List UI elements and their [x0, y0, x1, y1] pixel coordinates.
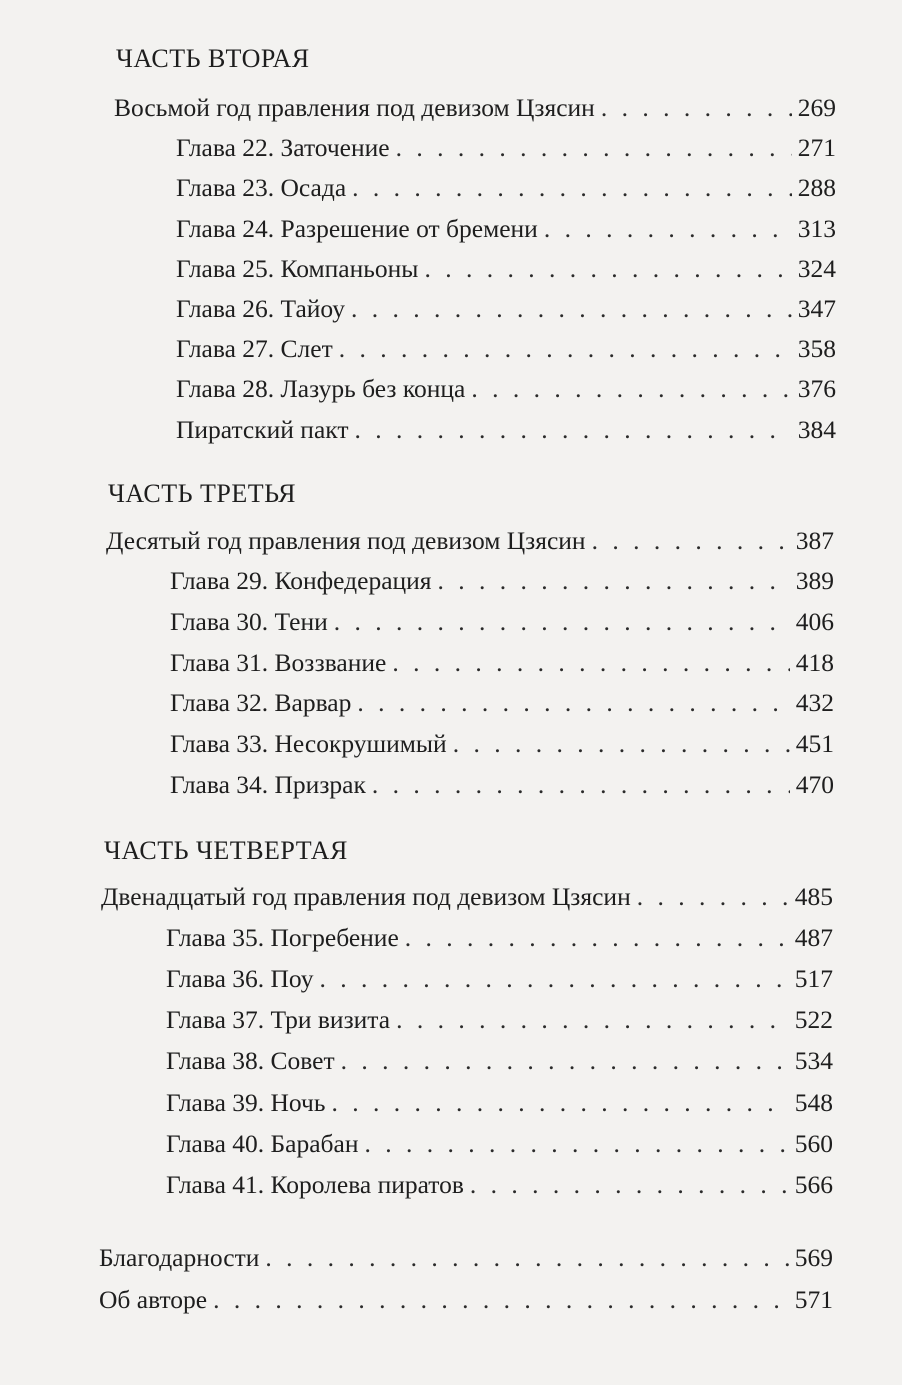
toc-chapter-row — [170, 646, 834, 680]
leader-dots — [319, 962, 788, 996]
page-number: 569 — [794, 1243, 833, 1272]
leader-dots — [471, 372, 791, 406]
part-title: ЧАСТЬ ЧЕТВЕРТАЯ — [104, 836, 348, 865]
entry-label: Глава 22. Заточение — [176, 133, 390, 162]
toc-chapter-row — [170, 768, 834, 802]
page-number: 560 — [794, 1129, 833, 1158]
toc-chapter-row — [170, 605, 834, 639]
page-number: 485 — [794, 882, 833, 911]
entry-label: Глава 24. Разрешение от бремени — [176, 214, 538, 243]
page-number: 376 — [797, 374, 836, 403]
toc-section-row — [101, 880, 833, 914]
entry-label: Глава 29. Конфедерация — [170, 566, 432, 595]
page-number: 522 — [794, 1005, 833, 1034]
toc-backmatter-row — [99, 1283, 833, 1317]
page-number: 313 — [797, 214, 836, 243]
entry-label: Десятый год правления под девизом Цзясин — [106, 526, 586, 555]
leader-dots — [405, 921, 789, 955]
leader-dots — [453, 727, 790, 761]
page-number: 384 — [797, 415, 836, 444]
toc-chapter-row — [176, 212, 836, 246]
toc-chapter-row — [176, 332, 836, 366]
toc-chapter-row — [170, 564, 834, 598]
toc-chapter-row — [176, 131, 836, 165]
entry-label: Глава 28. Лазурь без конца — [176, 374, 466, 403]
leader-dots — [352, 171, 792, 205]
leader-dots — [331, 1086, 788, 1120]
entry-label: Пиратский пакт — [176, 415, 349, 444]
entry-label: Глава 25. Компаньоны — [176, 254, 419, 283]
leader-dots — [357, 686, 789, 720]
page-number: 566 — [794, 1170, 833, 1199]
toc-chapter-row — [166, 1044, 833, 1078]
page-number: 347 — [797, 294, 836, 323]
entry-label: Глава 40. Барабан — [166, 1129, 359, 1158]
page-number: 534 — [794, 1046, 833, 1075]
leader-dots — [341, 1044, 789, 1078]
entry-label: Глава 39. Ночь — [166, 1088, 326, 1117]
leader-dots — [438, 564, 790, 598]
toc-chapter-row — [166, 1168, 833, 1202]
leader-dots — [334, 605, 790, 639]
page-number: 387 — [795, 526, 834, 555]
page-number: 288 — [797, 173, 836, 202]
leader-dots — [396, 131, 792, 165]
entry-label: Глава 32. Варвар — [170, 688, 352, 717]
toc-chapter-row — [166, 921, 833, 955]
part-title: ЧАСТЬ ТРЕТЬЯ — [108, 479, 297, 508]
leader-dots — [424, 252, 791, 286]
entry-label: Глава 31. Воззвание — [170, 648, 387, 677]
entry-label: Глава 23. Осада — [176, 173, 347, 202]
page-number: 271 — [797, 133, 836, 162]
page-number: 358 — [797, 334, 836, 363]
leader-dots — [339, 332, 792, 366]
entry-label: Глава 38. Совет — [166, 1046, 335, 1075]
toc-chapter-row — [170, 727, 834, 761]
leader-dots — [470, 1168, 789, 1202]
toc-chapter-row — [176, 252, 836, 286]
leader-dots — [601, 91, 792, 125]
page-number: 324 — [797, 254, 836, 283]
page-number: 432 — [795, 688, 834, 717]
toc-chapter-row — [166, 1086, 833, 1120]
entry-label: Глава 37. Три визита — [166, 1005, 391, 1034]
leader-dots — [351, 292, 792, 326]
leader-dots — [213, 1283, 789, 1317]
entry-label: Глава 26. Тайоу — [176, 294, 345, 323]
leader-dots — [592, 524, 790, 558]
leader-dots — [265, 1241, 788, 1275]
entry-label: Глава 34. Призрак — [170, 770, 366, 799]
toc-chapter-row — [166, 962, 833, 996]
page-number: 470 — [795, 770, 834, 799]
leader-dots — [392, 646, 789, 680]
toc-chapter-row — [176, 372, 836, 406]
page-number: 269 — [797, 93, 836, 122]
part-title: ЧАСТЬ ВТОРАЯ — [116, 44, 310, 73]
entry-label: Глава 33. Несокрушимый — [170, 729, 447, 758]
toc-chapter-row — [176, 292, 836, 326]
entry-label: Глава 30. Тени — [170, 607, 328, 636]
leader-dots — [364, 1127, 788, 1161]
leader-dots — [354, 413, 791, 447]
page-number: 571 — [794, 1285, 833, 1314]
entry-label: Глава 41. Королева пиратов — [166, 1170, 464, 1199]
toc-chapter-row — [176, 413, 836, 447]
entry-label: Благодарности — [99, 1243, 260, 1272]
toc-chapter-row — [176, 171, 836, 205]
leader-dots — [637, 880, 789, 914]
page-number: 451 — [795, 729, 834, 758]
toc-backmatter-row — [99, 1241, 833, 1275]
entry-label: Глава 27. Слет — [176, 334, 333, 363]
toc-section-row — [106, 524, 834, 558]
page-number: 517 — [794, 964, 833, 993]
toc-chapter-row — [166, 1003, 833, 1037]
entry-label: Двенадцатый год правления под девизом Цзясин — [101, 882, 631, 911]
entry-label: Глава 35. Погребение — [166, 923, 399, 952]
toc-section-row — [114, 91, 836, 125]
entry-label: Восьмой год правления под девизом Цзясин — [114, 93, 595, 122]
page-number: 389 — [795, 566, 834, 595]
entry-label: Глава 36. Поу — [166, 964, 314, 993]
leader-dots — [544, 212, 792, 246]
page-number: 548 — [794, 1088, 833, 1117]
toc-chapter-row — [170, 686, 834, 720]
entry-label: Об авторе — [99, 1285, 208, 1314]
page-number: 406 — [795, 607, 834, 636]
page-number: 418 — [795, 648, 834, 677]
leader-dots — [372, 768, 790, 802]
page-number: 487 — [794, 923, 833, 952]
leader-dots — [396, 1003, 789, 1037]
toc-chapter-row — [166, 1127, 833, 1161]
